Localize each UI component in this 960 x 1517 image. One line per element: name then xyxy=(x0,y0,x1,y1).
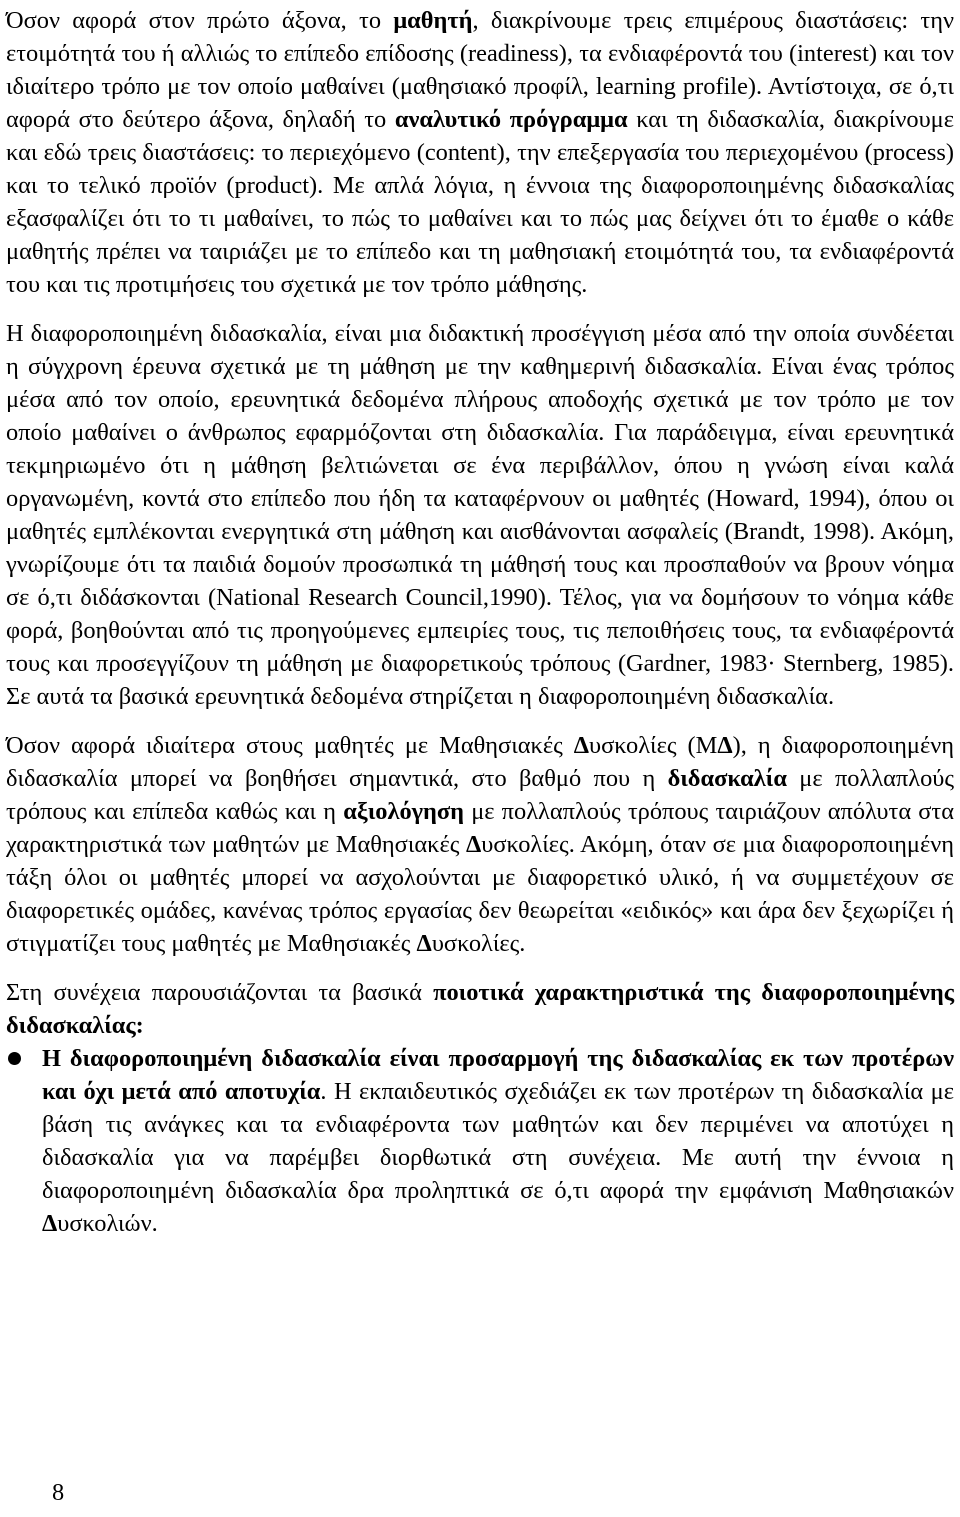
bold-text-run: μαθητή xyxy=(393,7,473,34)
list-item xyxy=(6,1042,954,1240)
paragraph-axes-definition xyxy=(6,4,954,301)
text-run: και τη διδασκαλία, διακρίνουμε και εδώ τρεις διαστάσεις: το περιεχόμενο (content), την επεξεργασία του περιεχομένου (process) και το τελικό προϊόν (product). Με απλά λόγια, η έννοια της διαφοροποιημένης διδασκαλίας εξασφαλίζει ότι το τι μαθαίνει, το πώς το μαθαίνει και το πώς μας δείχνει ότι το έμαθε ο κάθε μαθητής πρέπει να ταιριάζει με το επίπεδο και τη μαθησιακή ετοιμότητά του, τα ενδιαφέροντά του και τις προτιμήσεις του σχετικά με τον τρόπο μάθησης. xyxy=(6,106,955,298)
text-run: με πολλαπλούς τρόπους και επίπεδα καθώς και η xyxy=(6,765,954,825)
paragraph-learning-difficulties xyxy=(6,729,954,960)
text-run: υσκολίες. Ακόμη, όταν σε μια διαφοροποιημένη τάξη όλοι οι μαθητές μπορεί να ασχολούνται με διαφορετικό υλικό, ή να συμμετέχουν σε διαφορετικές ομάδες, κανένας τρόπος εργασίας δεν θεωρείται «ειδικός» και άρα δεν ξεχωρίζει ή στιγματίζει τους μαθητές με Μαθησιακές xyxy=(6,831,954,957)
text-run: υσκολιών. xyxy=(57,1210,158,1237)
text-run: υσκολίες (Μ xyxy=(589,732,718,759)
bullet-icon xyxy=(8,1052,21,1065)
bold-text-run: Δ xyxy=(573,732,590,759)
bold-text-run: Δ xyxy=(717,732,733,759)
bold-text-run: αναλυτικό πρόγραμμα xyxy=(394,106,628,133)
bold-text-run: διδασκαλία xyxy=(667,765,787,792)
bold-text-run: Δ xyxy=(465,831,482,858)
bullet-text xyxy=(42,1045,954,1237)
text-run: . Η εκπαιδευτικός σχεδιάζει εκ των προτέρων τη διδασκαλία με βάση τις ανάγκες και τα ενδιαφέροντα των μαθητών και δεν περιμένει να αποτύχει η διδασκαλία για να παρέμβει διορθωτικά στη συνέχεια. Με αυτή την έννοια η διαφοροποιημένη διδασκαλία δρα προληπτικά σε ό,τι αφορά την εμφάνιση Μαθησιακών xyxy=(42,1078,954,1204)
text-run: ), η διαφοροποιημένη διδασκαλία μπορεί να βοηθήσει σημαντικά, στο βαθμό που η xyxy=(6,732,955,792)
bold-text-run: αξιολόγηση xyxy=(343,798,465,825)
text-run: Όσον αφορά στον πρώτο άξονα, το xyxy=(6,7,394,34)
characteristics-list xyxy=(6,1042,954,1240)
text-run: Η διαφοροποιημένη διδασκαλία, είναι μια διδακτική προσέγγιση μέσα από την οποία συνδέεται η σύγχρονη έρευνα σχετικά με τη μάθηση με την καθημερινή διδασκαλία. Είναι ένας τρόπος μέσα από τον οποίο, ερευνητικά δεδομένα πλήρους αποδοχής σχετικά με τον τρόπο με τον οποίο μαθαίνει ο άνθρωπος εφαρμόζονται στη διδασκαλία. Για παράδειγμα, είναι ερευνητικά τεκμηριωμένο ότι η μάθηση βελτιώνεται σε ένα περιβάλλον, όπου η γνώση είναι καλά οργανωμένη, κοντά στο επίπεδο που ήδη τα καταφέρνουν οι μαθητές (Howard, 1994), όπου οι μαθητές εμπλέκονται ενεργητικά στη μάθηση και αισθάνονται ασφαλείς (Brandt, 1998). Ακόμη, γνωρίζουμε ότι τα παιδιά δομούν προσωπικά τη μάθησή τους και προσπαθούν να βρουν νόημα σε ό,τι διδάσκονται (National Research Council,1990). Τέλος, για να δομήσουν το νόημα κάθε φορά, βοηθούνται από τις προηγούμενες εμπειρίες τους, τις πεποιθήσεις τους, τα ενδιαφέροντά τους και προσεγγίζουν τη μάθηση με διαφορετικούς τρόπους (Gardner, 1983· Sternberg, 1985). Σε αυτά τα βασικά ερευνητικά δεδομένα στηρίζεται η διαφοροποιημένη διδασκαλία. xyxy=(6,320,954,710)
text-run: Όσον αφορά ιδιαίτερα στους μαθητές με Μαθησιακές xyxy=(6,732,574,759)
bold-text-run: Η διαφοροποιημένη διδασκαλία είναι προσαρμογή της διδασκαλίας εκ των προτέρων και όχι μετά από αποτυχία xyxy=(42,1045,954,1105)
text-run: , διακρίνουμε τρεις επιμέρους διαστάσεις: την ετοιμότητά του ή αλλιώς το επίπεδο επίδοσης (readiness), τα ενδιαφέροντά του (interest) και τον ιδιαίτερο τρόπο με τον οποίο μαθαίνει (μαθησιακό προφίλ, learning profile). Αντίστοιχα, σε ό,τι αφορά στο δεύτερο άξονα, δηλαδή το xyxy=(6,7,954,133)
bold-text-run: ποιοτικά χαρακτηριστικά της διαφοροποιημένης διδασκαλίας: xyxy=(6,979,954,1039)
bold-text-run: Δ xyxy=(42,1210,58,1237)
text-run: με πολλαπλούς τρόπους ταιριάζουν απόλυτα στα χαρακτηριστικά των μαθητών με Μαθησιακές xyxy=(6,798,954,858)
page-number: 8 xyxy=(52,1479,65,1506)
text-run: υσκολίες. xyxy=(431,930,526,957)
paragraph-research-basis xyxy=(6,317,954,713)
bold-text-run: Δ xyxy=(416,930,432,957)
paragraph-characteristics-intro xyxy=(6,976,954,1042)
text-run: Στη συνέχεια παρουσιάζονται τα βασικά xyxy=(6,979,434,1006)
